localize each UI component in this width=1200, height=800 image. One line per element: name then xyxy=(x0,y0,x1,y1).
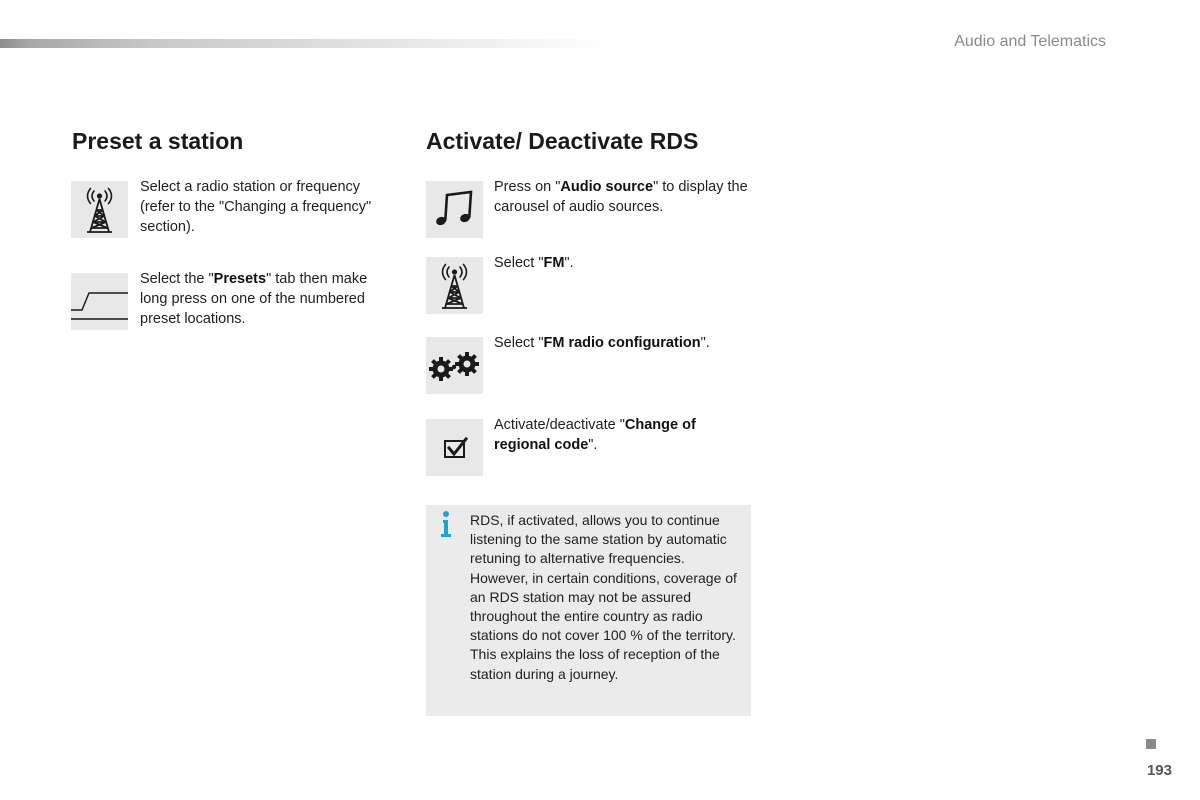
radio-tower-icon xyxy=(71,181,128,238)
section-title: Audio and Telematics xyxy=(954,33,1106,50)
preset-station-heading: Preset a station xyxy=(72,128,244,154)
music-note-icon xyxy=(426,181,483,238)
info-icon xyxy=(436,509,456,539)
rds-step-2-text: Select "FM". xyxy=(494,255,574,271)
rds-step-3-text: Select "FM radio configuration". xyxy=(494,335,710,351)
rds-heading: Activate/ Deactivate RDS xyxy=(426,128,699,154)
page-number: 193 xyxy=(1146,762,1172,779)
gears-icon xyxy=(426,337,483,394)
rds-info-box xyxy=(426,505,751,716)
rds-info-text: RDS, if activated, allows you to continue listening to the same station by automatic retuning to alternative frequencies. However, in certain conditions, coverage of an RDS station may not be assured throughout the entire country as radio stations do not cover 100 % of the territory. This explains the loss of reception of the station during a journey. xyxy=(470,512,737,682)
preset-step-2-text: Select the "Presets" tab then make long press on one of the numbered preset locations. xyxy=(140,271,368,327)
presets-tab-icon xyxy=(71,273,128,330)
radio-tower-icon xyxy=(426,257,483,314)
rds-step-1-text: Press on "Audio source" to display the carousel of audio sources. xyxy=(494,179,748,215)
rds-step-4-text: Activate/deactivate "Change of regional code". xyxy=(494,417,696,453)
checkbox-icon xyxy=(426,419,483,476)
page-marker xyxy=(1146,739,1156,749)
header-gradient-bar xyxy=(0,39,610,48)
preset-step-1-text: Select a radio station or frequency (refer to the "Changing a frequency" section). xyxy=(140,179,372,235)
